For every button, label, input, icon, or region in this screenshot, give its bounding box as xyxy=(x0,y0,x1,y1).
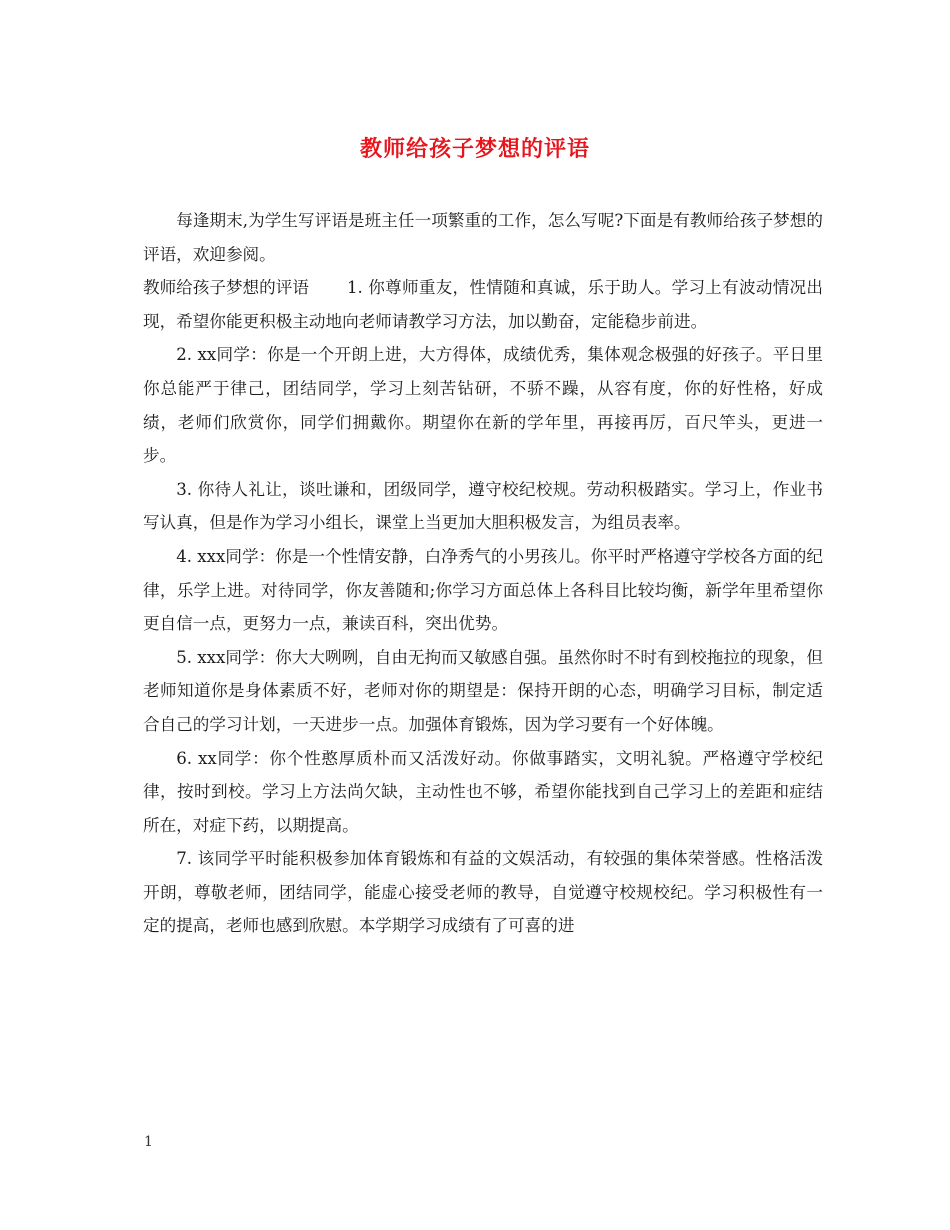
comment-paragraph-3: 3. 你待人礼让，谈吐谦和，团级同学，遵守校纪校规。劳动积极踏实。学习上，作业书写认真，但是作为学习小组长，课堂上当更加大胆积极发言，为组员表率。 xyxy=(143,479,823,533)
comment-paragraph-5: 5. xxx同学：你大大咧咧，自由无拘而又敏感自强。虽然你时不时有到校拖拉的现象，但老师知道你是身体素质不好，老师对你的期望是：保持开朗的心态，明确学习目标，制定适合自己的学习计划，一天进步一点。加强体育锻炼，因为学习要有一个好体魄。 xyxy=(143,647,823,734)
page-number: 1 xyxy=(144,1134,153,1150)
comment-text-1: 1. 你尊师重友，性情随和真诚，乐于助人。学习上有波动情况出现，希望你能更积极主动地向老师请教学习方法，加以勤奋，定能稳步前进。 xyxy=(143,278,823,331)
document-body xyxy=(143,204,823,943)
page-title: 教师给孩子梦想的评语 xyxy=(359,137,590,162)
comment-paragraph-4: 4. xxx同学：你是一个性情安静，白净秀气的小男孩儿。你平时严格遵守学校各方面的纪律，乐学上进。对待同学，你友善随和;你学习方面总体上各科目比较均衡，新学年里希望你更自信一点，更努力一点，兼读百科，突出优势。 xyxy=(143,546,823,634)
comment-paragraph-7: 7. 该同学平时能积极参加体育锻炼和有益的文娱活动，有较强的集体荣誉感。性格活泼开朗，尊敬老师，团结同学，能虚心接受老师的教导，自觉遵守校规校纪。学习积极性有一定的提高，老师也感到欣慰。本学期学习成绩有了可喜的进 xyxy=(143,849,823,936)
comment-paragraph-1 xyxy=(143,271,823,338)
comment-paragraph-6: 6. xx同学：你个性憨厚质朴而又活泼好动。你做事踏实，文明礼貌。严格遵守学校纪律，按时到校。学习上方法尚欠缺，主动性也不够，希望你能找到自己学习上的差距和症结所在，对症下药，以期提高。 xyxy=(143,748,823,835)
comment-paragraph-2: 2. xx同学：你是一个开朗上进，大方得体，成绩优秀，集体观念极强的好孩子。平日里你总能严于律己，团结同学，学习上刻苦钻研，不骄不躁，从容有度，你的好性格，好成绩，老师们欣赏你，同学们拥戴你。期望你在新的学年里，再接再厉，百尺竿头，更进一步。 xyxy=(143,345,823,466)
intro-paragraph: 每逢期末,为学生写评语是班主任一项繁重的工作，怎么写呢?下面是有教师给孩子梦想的评语，欢迎参阅。 xyxy=(143,211,823,264)
section-label: 教师给孩子梦想的评语 xyxy=(143,278,309,298)
